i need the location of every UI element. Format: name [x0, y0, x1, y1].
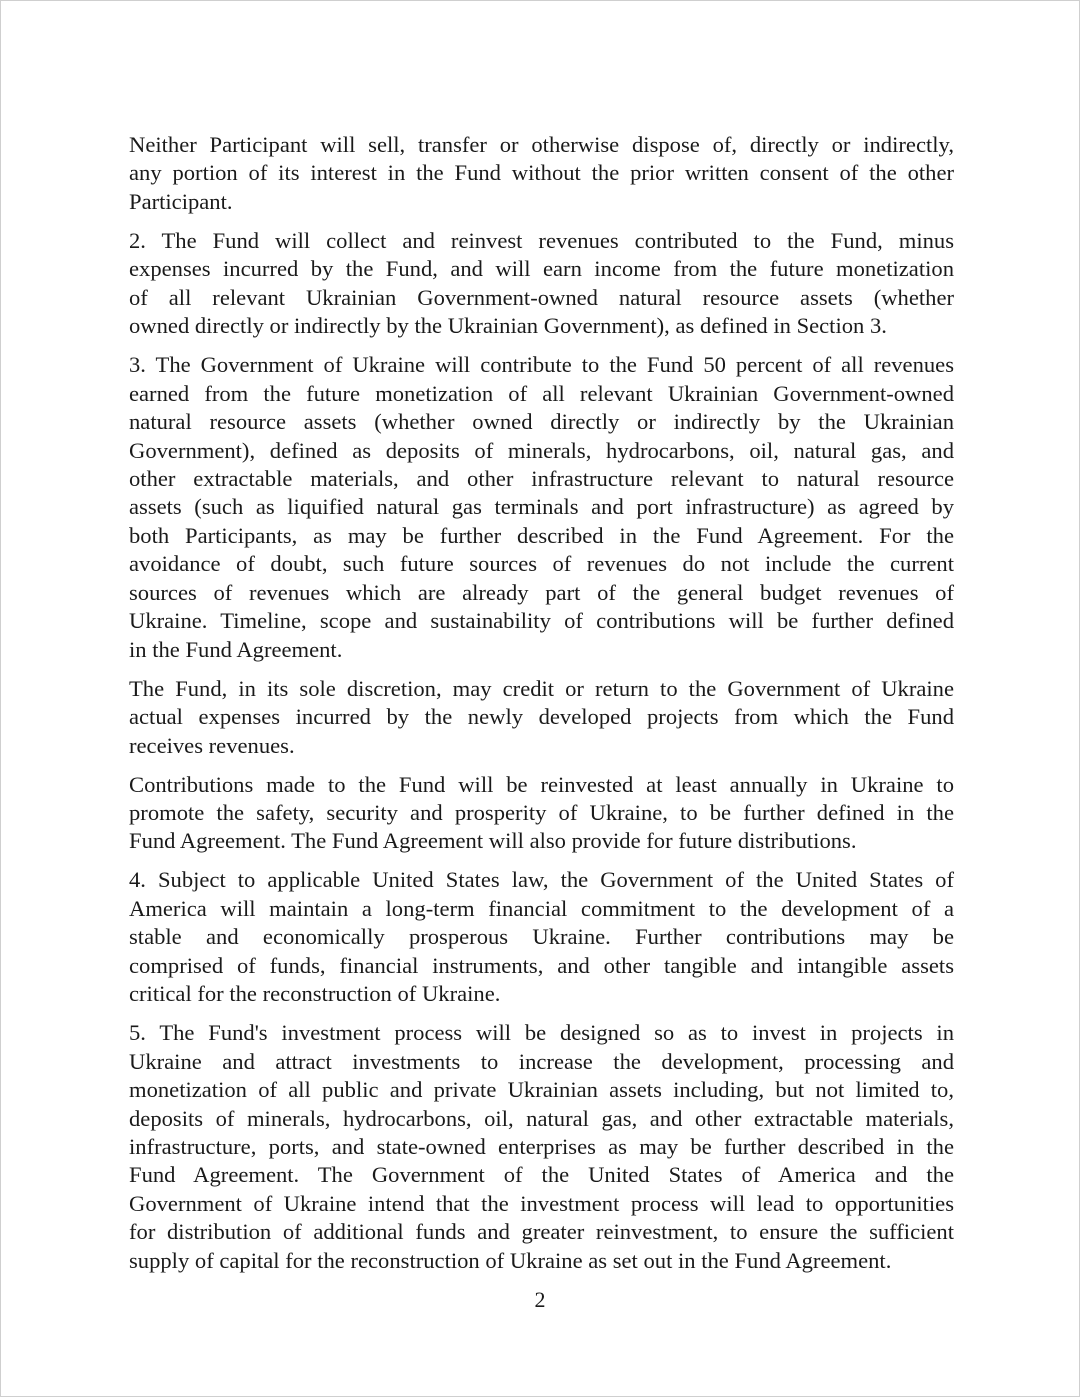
paragraph-section-3 — [129, 351, 954, 664]
text-line: earned from the future monetization of all relevant Ukrainian Government-owned — [129, 380, 954, 406]
text-line: Ukraine. Timeline, scope and sustainability of contributions will be further defined — [129, 608, 954, 634]
text-line: The Fund, in its sole discretion, may credit or return to the Government of Ukraine — [129, 675, 954, 701]
text-line: deposits of minerals, hydrocarbons, oil, natural gas, and other extractable materials, — [129, 1105, 954, 1131]
text-line: supply of capital for the reconstruction of Ukraine as set out in the Fund Agreement. — [129, 1247, 892, 1273]
text-line: Government of Ukraine intend that the investment process will lead to opportunities — [129, 1190, 954, 1216]
text-line: natural resource assets (whether owned directly or indirectly by the Ukrainian — [129, 409, 954, 435]
paragraph-contributions-reinvested — [129, 771, 954, 856]
text-line: monetization of all public and private Ukrainian assets including, but not limited to, — [129, 1077, 954, 1103]
text-line: 5. The Fund's investment process will be designed so as to invest in projects in — [129, 1020, 954, 1046]
document-body — [129, 131, 954, 1286]
text-line: expenses incurred by the Fund, and will earn income from the future monetization — [129, 256, 954, 282]
text-line: other extractable materials, and other infrastructure relevant to natural resource — [129, 466, 954, 491]
text-line: stable and economically prosperous Ukraine. Further contributions may be — [129, 924, 954, 950]
text-line: sources of revenues which are already part of the general budget revenues of — [129, 579, 954, 605]
text-line: 3. The Government of Ukraine will contribute to the Fund 50 percent of all revenues — [129, 352, 954, 378]
text-line: Fund Agreement. The Fund Agreement will also provide for future distributions. — [129, 828, 857, 854]
text-line: Participant. — [129, 188, 233, 214]
text-line: Ukraine and attract investments to increase the development, processing and — [129, 1048, 954, 1074]
text-line: America will maintain a long-term financial commitment to the development of a — [129, 895, 954, 921]
paragraph-section-2 — [129, 227, 954, 341]
text-line: receives revenues. — [129, 732, 295, 758]
text-line: infrastructure, ports, and state-owned enterprises as may be further described in the — [129, 1134, 954, 1159]
text-line: both Participants, as may be further described in the Fund Agreement. For the — [129, 522, 954, 548]
text-line: avoidance of doubt, such future sources of revenues do not include the current — [129, 551, 954, 577]
text-line: for distribution of additional funds and greater reinvestment, to ensure the sufficient — [129, 1219, 954, 1245]
text-line: 4. Subject to applicable United States law, the Government of the United States of — [129, 867, 954, 893]
text-line: owned directly or indirectly by the Ukrainian Government), as defined in Section 3. — [129, 313, 887, 339]
text-line: comprised of funds, financial instruments, and other tangible and intangible assets — [129, 952, 954, 978]
text-line: 2. The Fund will collect and reinvest revenues contributed to the Fund, minus — [129, 227, 954, 253]
text-line: Contributions made to the Fund will be reinvested at least annually in Ukraine to — [129, 771, 954, 797]
text-line: assets (such as liquified natural gas terminals and port infrastructure) as agreed by — [129, 494, 954, 520]
text-line: of all relevant Ukrainian Government-owned natural resource assets (whether — [129, 284, 954, 310]
paragraph-section-5 — [129, 1019, 954, 1275]
text-line: any portion of its interest in the Fund without the prior written consent of the other — [129, 160, 954, 186]
text-line: Neither Participant will sell, transfer or otherwise dispose of, directly or indirectly, — [129, 132, 954, 157]
text-line: Government), defined as deposits of minerals, hydrocarbons, oil, natural gas, and — [129, 437, 954, 463]
text-line: in the Fund Agreement. — [129, 636, 343, 662]
text-line: promote the safety, security and prosperity of Ukraine, to be further defined in the — [129, 800, 954, 825]
paragraph-section-4 — [129, 866, 954, 1008]
paragraph-expenses-credit — [129, 675, 954, 760]
text-line: Fund Agreement. The Government of the United States of America and the — [129, 1162, 954, 1188]
text-line: actual expenses incurred by the newly developed projects from which the Fund — [129, 704, 954, 730]
text-line: critical for the reconstruction of Ukraine. — [129, 981, 501, 1007]
paragraph-participant-consent — [129, 131, 954, 216]
page-number: 2 — [534, 1287, 546, 1312]
